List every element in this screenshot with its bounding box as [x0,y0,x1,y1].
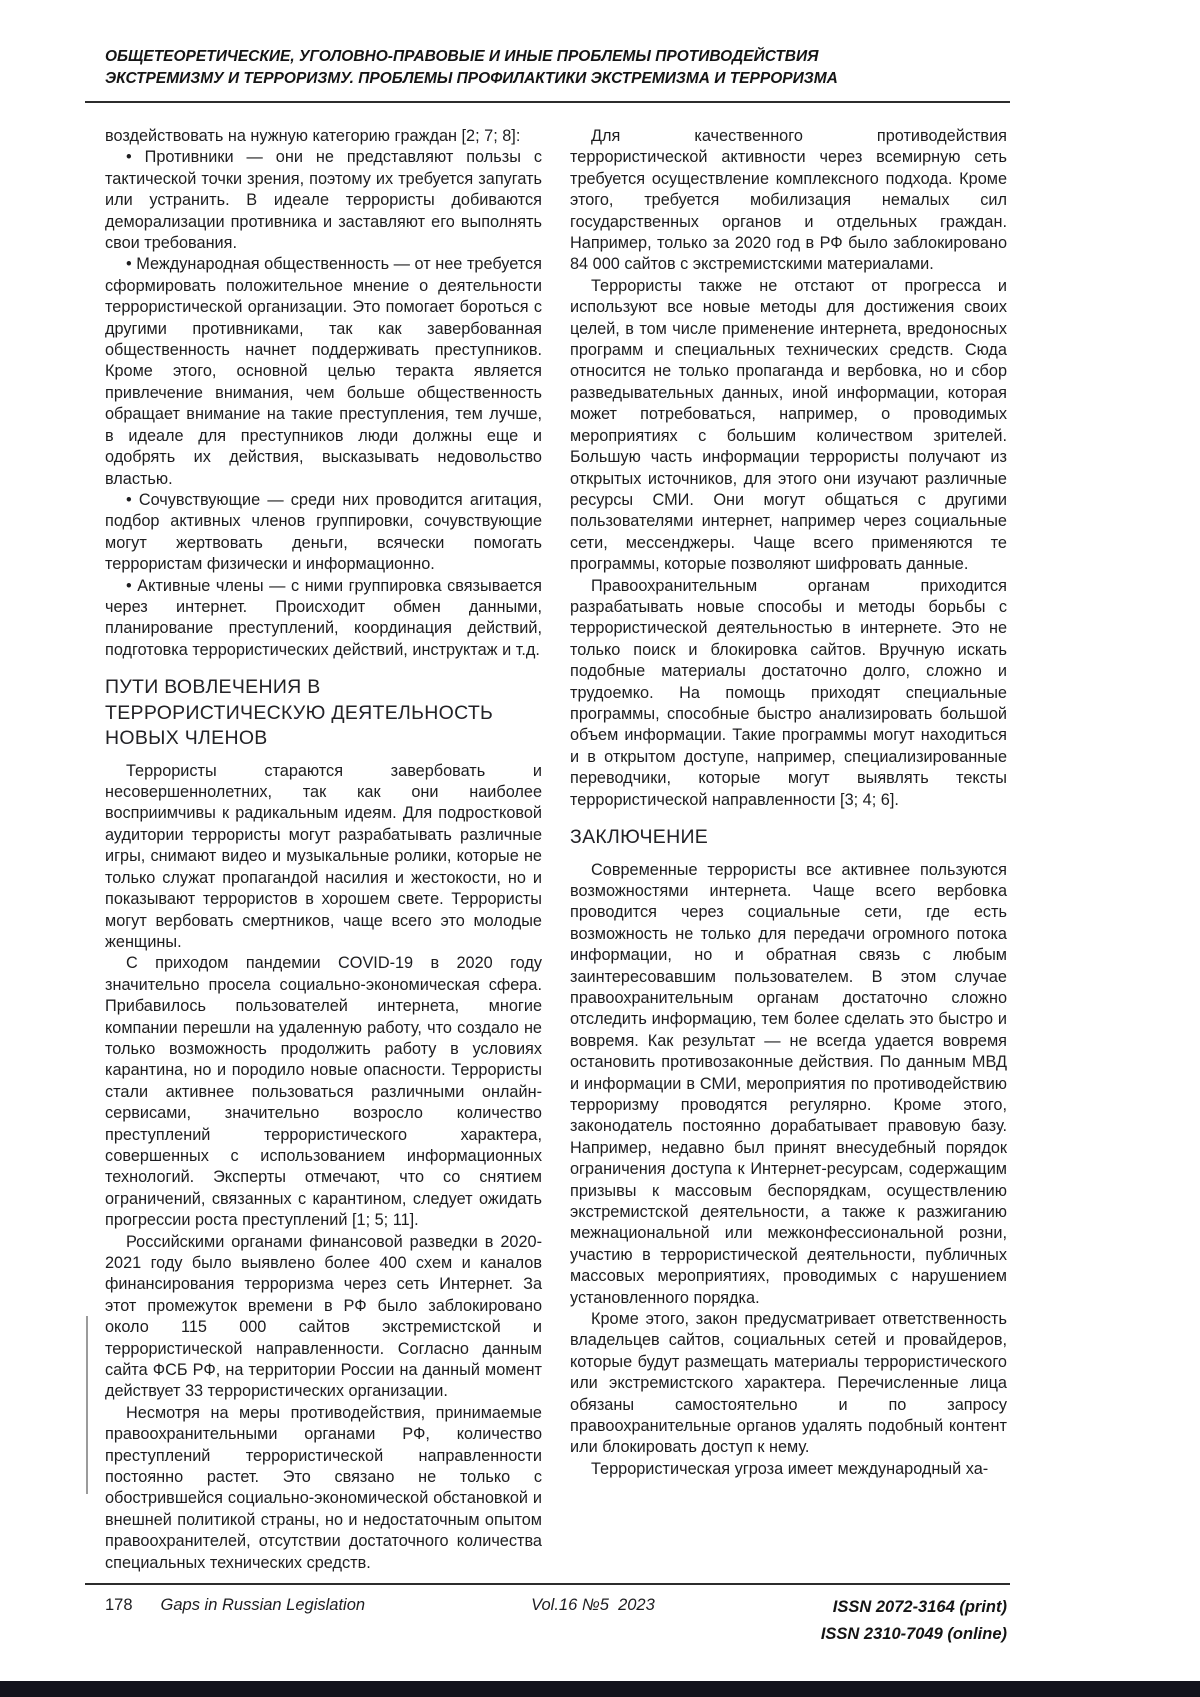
bottom-page-bar [0,1681,1200,1697]
body-paragraph: Кроме этого, закон предусматривает ответственность владельцев сайтов, социальных сетей и провайдеров, которые будут размещать материалы террористического или экстремистского характера. Перечисленные лица обязаны самостоятельно и по запросу правоохранительные органов удалять подобный контент или блокировать доступ к нему. [570,1310,1007,1457]
journal-name: Gaps in Russian Legislation [160,1596,366,1614]
footer-divider [85,1583,1010,1585]
issn-online: ISSN 2310-7049 (online) [820,1625,1007,1643]
body-paragraph: Современные террористы все активнее пользуются возможностями интернета. Чаще всего вербовка проводится через социальные сети, где есть возможность не только для передачи огромного потока информации, но и обратная связь с любым заинтересовавшим пользователем. В этом случае правоохранительным органам достаточно сложно отследить информацию, тем более сделать это быстро и вовремя. Как результат — не всегда удается вовремя остановить противозаконные действия. По данным МВД и информации в СМИ, мероприятия по противодействию терроризму проводятся регулярно. Кроме этого, законодатель постоянно дорабатывает правовую базу. Например, недавно был принят внесудебный порядок ограничения доступа к Интернет-ресурсам, содержащим призывы к массовым беспорядкам, осуществлению экстремистской деятельности, а также к разжиганию межнациональной или межконфессиональной розни, участию в террористической деятельности, публичных массовых мероприятиях, проводимых с нарушением установленного порядка. [570,860,1007,1307]
running-head-line-2: ЭКСТРЕМИЗМУ И ТЕРРОРИЗМУ. ПРОБЛЕМЫ ПРОФИЛАКТИКИ ЭКСТРЕМИЗМА И ТЕРРОРИЗМА [105,70,838,87]
running-head [105,46,1010,90]
issn-print: ISSN 2072-3164 (print) [832,1598,1007,1616]
issue-info: Vol.16 №5 2023 [531,1596,655,1614]
body-paragraph: Террористы также не отстают от прогресса и используют все новые методы для достижения своих целей, в том числе применение интернета, вредоносных программ и специальных технических средств. Сюда относится не только пропаганда и вербовка, но и сбор разведывательных данных, иной информации, которая может потребоваться, например, о проводимых мероприятиях с большим количеством зрителей. Большую часть информации террористы получают из открытых источников, для этого они изучают различные ресурсы СМИ. Они могут общаться с другими пользователями интернет, например через социальные сети, мессенджеры. Чаще всего применяются те программы, которые позволяют шифровать данные. [570,276,1007,574]
left-margin-mark [86,1316,88,1494]
page-number: 178 [105,1596,133,1614]
bullet-item: • Международная общественность — от нее требуется сформировать положительное мнение о деятельности террористической организации. Это помогает бороться с другими противниками, так как завербованная общественность начнет поддерживать преступников. Кроме этого, основной целью теракта является привлечение внимания, чем больше общественность обращает внимание на такие преступления, тем лучше, в идеале для преступников люди должны еще и одобрять их действия, высказывать недовольство властью. [105,255,542,488]
right-column [570,126,1007,1574]
bullet-item: • Противники — они не представляют пользы с тактической точки зрения, поэтому их требуется запугать или устранить. В идеале террористы добиваются деморализации противника и заставляют его выполнять свои требования. [105,148,542,253]
page-footer [105,1594,1007,1648]
body-paragraph: Несмотря на меры противодействия, принимаемые правоохранительными органами РФ, количество преступлений террористической направленности постоянно растет. Это связано не только с обострившейся социально-экономической обстановкой и внешней политикой страны, но и недостаточным опытом правоохранителей, отсутствии достаточного количества специальных технических средств. [105,1403,542,1572]
body-paragraph: Российскими органами финансовой разведки в 2020-2021 году было выявлено более 400 схем и каналов финансирования терроризма через сеть Интернет. За этот промежуток времени в РФ было заблокировано около 115 000 сайтов экстремистской и террористической направленности. Согласно данным сайта ФСБ РФ, на территории России на данный момент действует 33 террористических организации. [105,1232,542,1401]
bullet-item: • Активные члены — с ними группировка связывается через интернет. Происходит обмен данными, планирование преступлений, координация действий, подготовка террористических действий, инструктаж и т.д. [105,576,542,659]
footer-left-group [105,1594,365,1616]
section-heading-conclusion: ЗАКЛЮЧЕНИЕ [570,826,709,848]
body-paragraph: Правоохранительным органам приходится разрабатывать новые способы и методы борьбы с террористической деятельностью в интернете. Это не только поиск и блокировка сайтов. Вручную искать подобные материалы достаточно долго, сложно и трудоемко. На помощь приходят специальные программы, способные быстро анализировать большой объем информации. Такие программы могут находиться и в открытом доступе, например, специализированные переводчики, которые могут выявлять тексты террористической направленности [3; 4; 6]. [570,576,1007,809]
body-paragraph: воздействовать на нужную категорию граждан [2; 7; 8]: [105,127,521,145]
body-paragraph: Террористы стараются завербовать и несовершеннолетних, так как они наиболее восприимчивы к радикальным идеям. Для подростковой аудитории террористы могут разрабатывать различные игры, снимают видео и музыкальные ролики, которые не только служат пропагандой насилия и жестокости, но и показывают террористов в хорошем свете. Террористы могут вербовать смертников, чаще всего это молодые женщины. [105,761,542,951]
bullet-item: • Сочувствующие — среди них проводится агитация, подбор активных членов группировки, сочувствующие могут жертвовать деньги, всячески помогать террористам физически и информационно. [105,490,542,574]
body-paragraph: С приходом пандемии COVID-19 в 2020 году значительно просела социально-экономическая сфера. Прибавилось пользователей интернета, многие компании перешли на удаленную работу, что создало не только возможность продолжить работу в условиях карантина, но и породило новые опасности. Террористы стали активнее пользоваться различными онлайн-сервисами, значительно возросло количество преступлений террористического характера, совершенных с использованием информационных технологий. Эксперты отмечают, что со снятием ограничений, связанных с карантином, следует ожидать прогрессии роста преступлений [1; 5; 11]. [105,954,542,1230]
left-column [105,126,542,1574]
body-paragraph: Для качественного противодействия террористической активности через всемирную сеть требуется осуществление комплексного подхода. Кроме этого, требуется мобилизация немалых сил государственных органов и отдельных граждан. Например, только за 2020 год в РФ было заблокировано 84 000 сайтов с экстремистскими материалами. [570,127,1007,274]
header-divider [85,101,1010,103]
running-head-line-1: ОБЩЕТЕОРЕТИЧЕСКИЕ, УГОЛОВНО-ПРАВОВЫЕ И ИНЫЕ ПРОБЛЕМЫ ПРОТИВОДЕЙСТВИЯ [105,48,819,65]
two-column-body [105,126,1007,1574]
section-heading-recruitment: ПУТИ ВОВЛЕЧЕНИЯ В ТЕРРОРИСТИЧЕСКУЮ ДЕЯТЕЛЬНОСТЬ НОВЫХ ЧЛЕНОВ [105,676,494,750]
body-paragraph: Террористическая угроза имеет международный ха- [591,1459,989,1478]
issn-block [821,1594,1007,1648]
